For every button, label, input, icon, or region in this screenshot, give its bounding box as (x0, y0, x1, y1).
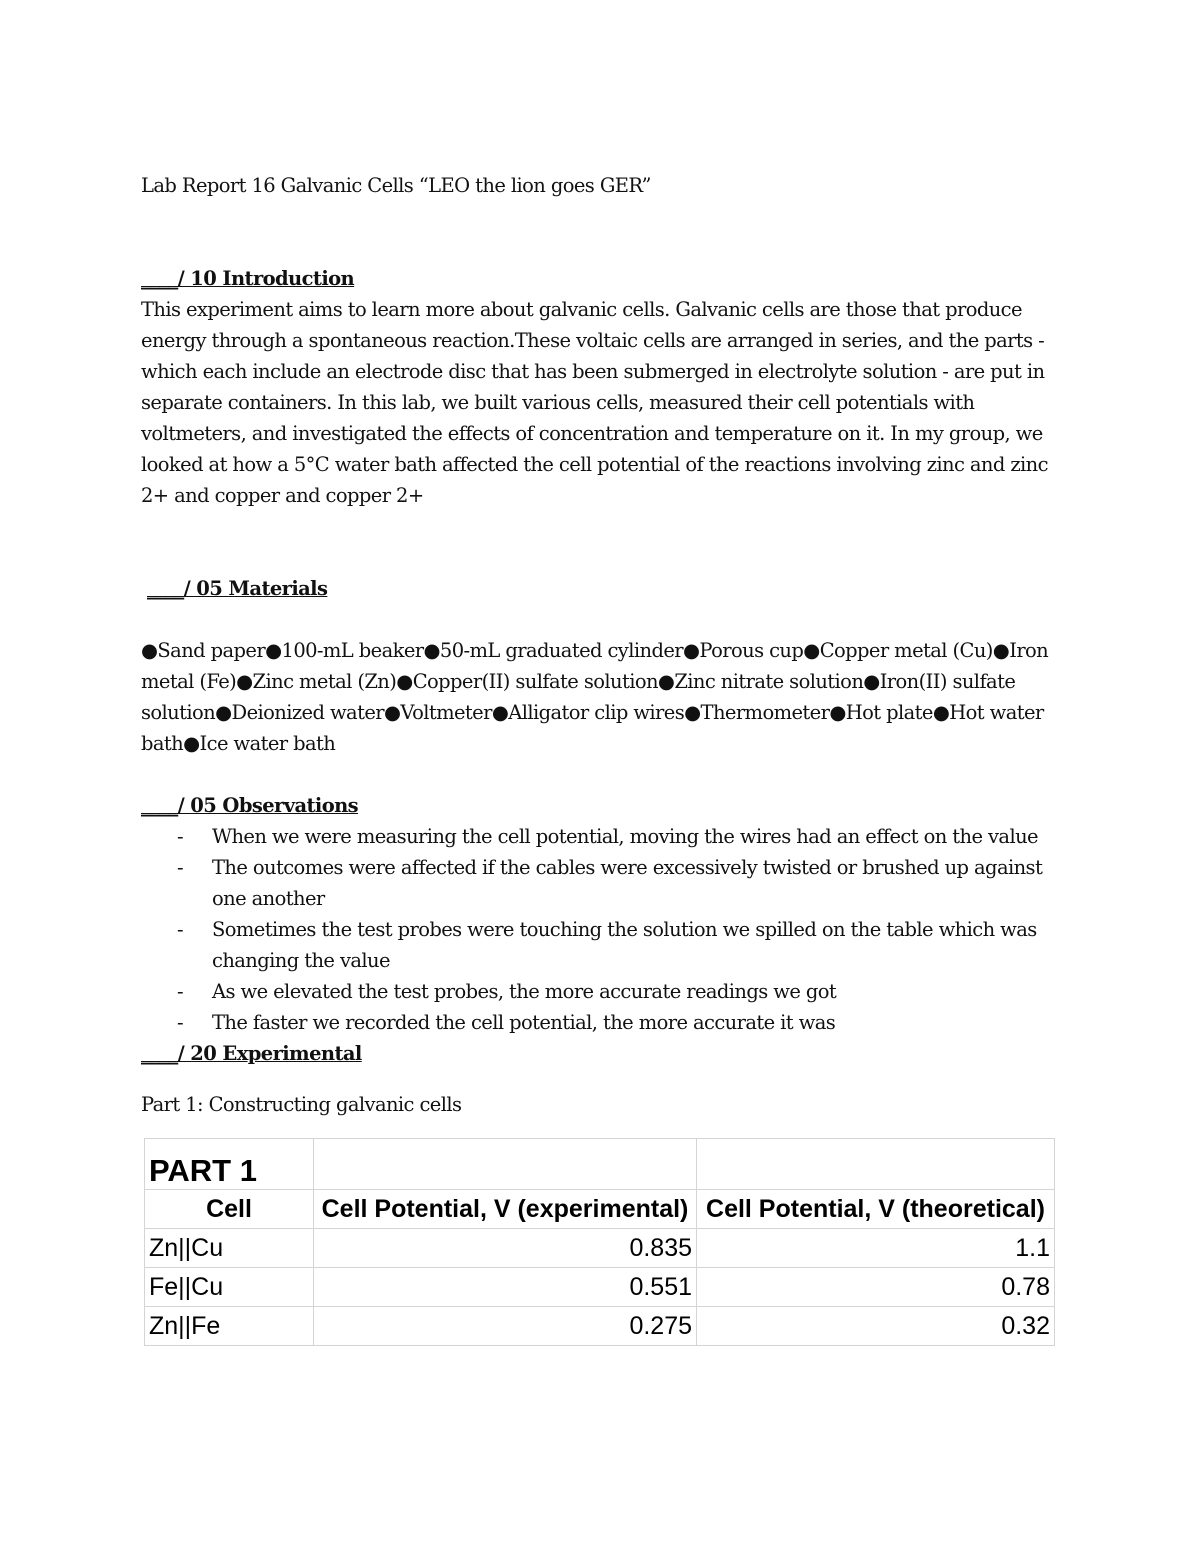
cell-experimental: 0.551 (314, 1268, 697, 1307)
cell-experimental: 0.835 (314, 1229, 697, 1268)
table-row (145, 1307, 1055, 1346)
cell-theoretical: 1.1 (697, 1229, 1055, 1268)
table-title-row (145, 1139, 1055, 1190)
document-page (141, 170, 1061, 1120)
experimental-heading: ____/ 20 Experimental (141, 1042, 362, 1065)
table-header-row (145, 1190, 1055, 1229)
materials-heading: ____/ 05 Materials (147, 577, 328, 600)
introduction-heading: ____/ 10 Introduction (141, 267, 355, 290)
report-title: Lab Report 16 Galvanic Cells “LEO the lion goes GER” (141, 174, 651, 197)
list-bullet: - (177, 856, 183, 879)
observations-heading: ____/ 05 Observations (141, 794, 359, 817)
materials-list: ●Sand paper●100-mL beaker●50-mL graduated cylinder●Porous cup●Copper metal (Cu)●Iron metal (Fe)●Zinc metal (Zn)●Copper(II) sulfate solution●Zinc nitrate solution●Iron(II) sulfate solution●Deionized water●Voltmeter●Alligator clip wires●Thermometer●Hot plate●Hot water bath●Ice water bath (141, 639, 1049, 755)
observations-list (141, 821, 1061, 1038)
cell-theoretical: 0.32 (697, 1307, 1055, 1346)
observation-text: The faster we recorded the cell potential, the more accurate it was (212, 1011, 836, 1034)
observation-text: As we elevated the test probes, the more accurate readings we got (212, 980, 837, 1003)
list-bullet: - (177, 918, 183, 941)
list-item (141, 976, 1061, 1007)
cell-name: Zn||Fe (145, 1307, 314, 1346)
column-header: Cell Potential, V (theoretical) (697, 1190, 1055, 1229)
cell-name: Zn||Cu (145, 1229, 314, 1268)
list-bullet: - (177, 825, 183, 848)
part1-table (144, 1138, 1055, 1346)
table-row (145, 1229, 1055, 1268)
list-item (141, 821, 1061, 852)
list-item (141, 852, 1061, 914)
observation-text: The outcomes were affected if the cables were excessively twisted or brushed up against one another (212, 856, 1043, 910)
introduction-text: This experiment aims to learn more about galvanic cells. Galvanic cells are those that produce energy through a spontaneous reaction.These voltaic cells are arranged in series, and the parts - which each include an electrode disc that has been submerged in electrolyte solution - are put in separate containers. In this lab, we built various cells, measured their cell potentials with voltmeters, and investigated the effects of concentration and temperature on it. In my group, we looked at how a 5°C water bath affected the cell potential of the reactions involving zinc and zinc 2+ and copper and copper 2+ (141, 298, 1048, 507)
cell-experimental: 0.275 (314, 1307, 697, 1346)
list-item (141, 1007, 1061, 1038)
cell-name: Fe||Cu (145, 1268, 314, 1307)
column-header: Cell (145, 1190, 314, 1229)
table-cell (697, 1139, 1055, 1190)
observation-text: When we were measuring the cell potential, moving the wires had an effect on the value (212, 825, 1038, 848)
table-title: PART 1 (145, 1139, 314, 1190)
list-bullet: - (177, 1011, 183, 1034)
list-bullet: - (177, 980, 183, 1003)
table-row (145, 1268, 1055, 1307)
cell-theoretical: 0.78 (697, 1268, 1055, 1307)
table-cell (314, 1139, 697, 1190)
column-header: Cell Potential, V (experimental) (314, 1190, 697, 1229)
list-item (141, 914, 1061, 976)
part1-label: Part 1: Constructing galvanic cells (141, 1093, 462, 1116)
observation-text: Sometimes the test probes were touching the solution we spilled on the table which was changing the value (212, 918, 1037, 972)
